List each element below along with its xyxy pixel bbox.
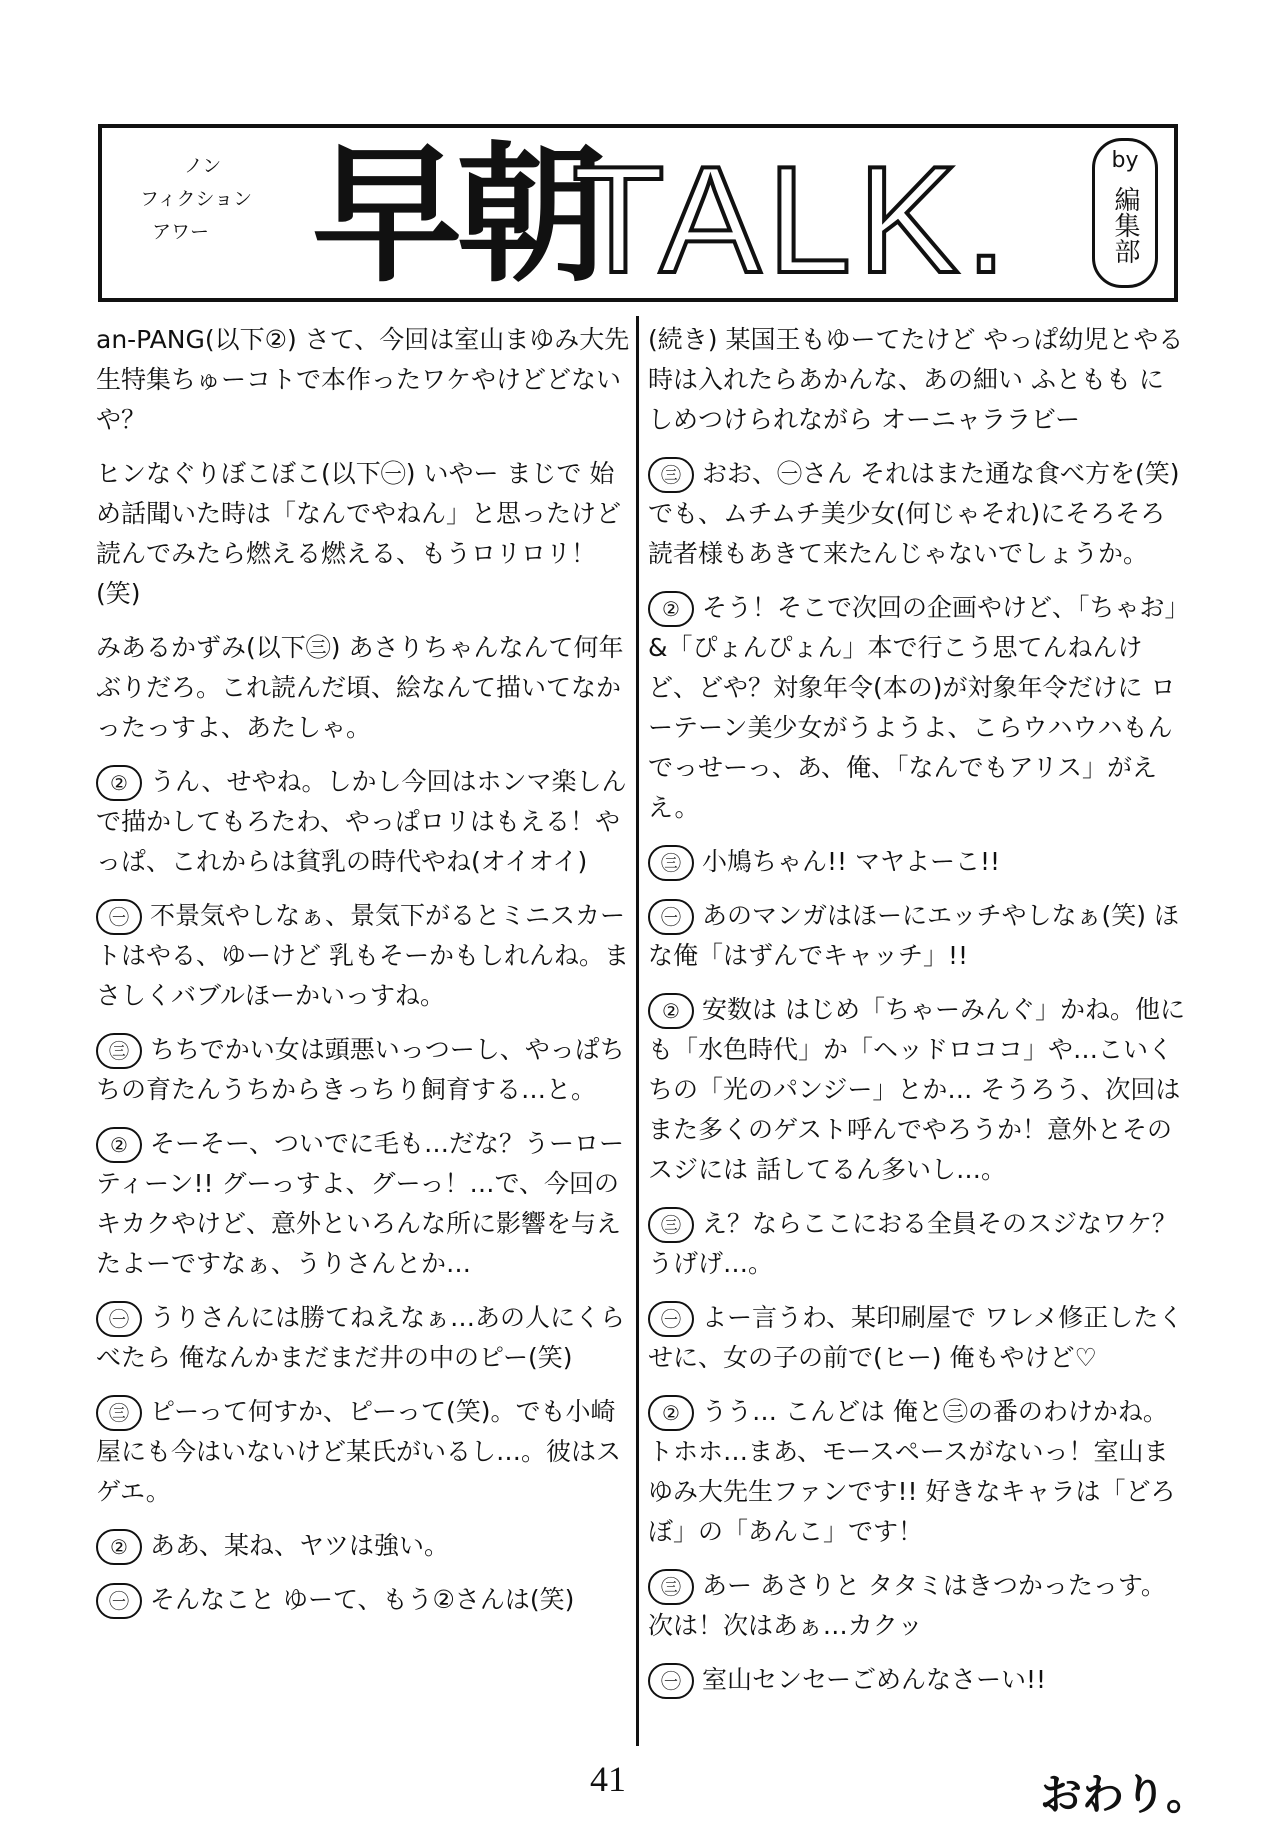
dialogue-entry [96,454,636,614]
byline-department: 編集部 [1110,186,1140,264]
subtitle [132,150,322,249]
dialogue-text: よー言うわ、某印刷屋で ワレメ修正したくせに、女の子の前で(ヒー) 俺もやけど♡ [648,1303,1184,1372]
dialogue-entry [648,990,1188,1190]
speaker-mark: ㊀ [648,1663,694,1699]
dialogue-text: あー あさりと タタミはきつかったっす。次は！次はあぁ…カクッ [648,1571,1166,1640]
dialogue-entry [96,1298,636,1378]
dialogue-text: おお、㊀さん それはまた通な食べ方を(笑) でも、ムチムチ美少女(何じゃそれ)にそろそろ読者様もあきて来たんじゃないでしょうか。 [648,459,1180,568]
speaker-mark: ㊀ [96,1583,142,1619]
column-divider [636,316,639,1746]
dialogue-text: 不景気やしなぁ、景気下がるとミニスカートはやる、ゆーけど 乳もそーかもしれんね。まさしくバブルほーかいっすね。 [96,901,629,1010]
dialogue-entry [96,1124,636,1284]
speaker-mark: ㊂ [648,1207,694,1243]
dialogue-text: え？ならここにおる全員そのスジなワケ？うげげ…。 [648,1209,1178,1278]
dialogue-text: 小鳩ちゃん!! マヤよーこ!! [702,847,1001,876]
dialogue-entry [96,762,636,882]
subtitle-line-3: アワー [152,221,210,243]
byline-by: by [1111,148,1139,173]
speaker-mark: ㊂ [648,457,694,493]
title-japanese: 早朝 [312,129,601,303]
speaker-mark: ② [96,1127,142,1163]
speaker-mark: ㊂ [648,845,694,881]
dialogue-entry [648,1566,1188,1646]
title-english: TALK. [572,135,1014,305]
dialogue-text: an-PANG(以下②) さて、今回は室山まゆみ大先生特集ちゅーコトで本作ったワケやけどどないや？ [96,325,630,434]
title-box [98,124,1178,305]
speaker-mark: ② [648,993,694,1029]
dialogue-entry [96,1580,636,1620]
speaker-mark: ㊀ [648,899,694,935]
dialogue-entry [648,1298,1188,1378]
dialogue-entry [96,896,636,1016]
speaker-mark: ② [648,1395,694,1431]
dialogue-entry [648,1392,1188,1552]
dialogue-entry [96,1030,636,1110]
dialogue-text: 安数は はじめ「ちゃーみんぐ」かね。他にも「水色時代」か「ヘッドロココ」や…こいくちの「光のパンジー」とか… そうろう、次回はまた多くのゲスト呼んでやろうか！意外とそのスジには 話してるん多いし…。 [648,995,1185,1184]
dialogue-text: うん、せやね。しかし今回はホンマ楽しんで描かしてもろたわ、やっぱロリはもえる！やっぱ、これからは貧乳の時代やね(オイオイ) [96,767,627,876]
dialogue-text: ピーって何すか、ピーって(笑)。でも小崎屋にも今はいないけど某氏がいるし…。彼はスゲエ。 [96,1397,622,1506]
speaker-mark: ㊀ [96,1301,142,1337]
left-column [96,320,636,1634]
dialogue-entry [648,588,1188,828]
dialogue-text: みあるかずみ(以下㊂) あさりちゃんなんて何年ぶりだろ。これ読んだ頃、絵なんて描いてなかったっすよ、あたしゃ。 [96,633,624,742]
dialogue-entry [648,842,1188,882]
dialogue-entry [648,454,1188,574]
dialogue-text: ああ、某ね、ヤツは強い。 [150,1531,450,1560]
dialogue-entry [96,1392,636,1512]
dialogue-entry [96,320,636,440]
dialogue-text: ちちでかい女は頭悪いっつーし、やっぱちちの育たんうちからきっちり飼育する…と。 [96,1035,625,1104]
subtitle-line-2: フィクション [140,188,253,210]
dialogue-text: そーそー、ついでに毛も…だな？うーローティーン!! グーっすよ、グーっ！…で、今回のキカクやけど、意外といろんな所に影響を与えたよーですなぁ、うりさんとか… [96,1129,625,1278]
dialogue-text: うりさんには勝てねえなぁ…あの人にくらべたら 俺なんかまだまだ井の中のピー(笑) [96,1303,626,1372]
dialogue-text: (続き) 某国王もゆーてたけど やっぱ幼児とやる時は入れたらあかんな、あの細い ふともも にしめつけられながら オーニャララビー [648,325,1184,434]
dialogue-text: そんなこと ゆーて、もう②さんは(笑) [150,1585,575,1614]
page-number: 41 [590,1759,626,1799]
dialogue-text: 室山センセーごめんなさーい!! [702,1665,1047,1694]
dialogue-entry [648,320,1188,440]
dialogue-entry [96,1526,636,1566]
dialogue-entry [96,628,636,748]
subtitle-line-1: ノン [184,155,222,177]
dialogue-entry [648,1204,1188,1284]
speaker-mark: ㊂ [96,1395,142,1431]
dialogue-text: うう… こんどは 俺と㊂の番のわけかね。トホホ…まあ、モースペースがないっ！室山まゆみ大先生ファンです!! 好きなキャラは「どろぼ」の「あんこ」です！ [648,1397,1176,1546]
dialogue-text: あのマンガはほーにエッチやしなぁ(笑) ほな俺「はずんでキャッチ」!! [648,901,1179,970]
byline [1092,138,1158,288]
right-column [648,320,1188,1714]
speaker-mark: ㊂ [96,1033,142,1069]
speaker-mark: ㊂ [648,1569,694,1605]
signoff: おわり。 [1040,1770,1209,1819]
speaker-mark: ② [648,591,694,627]
speaker-mark: ② [96,1529,142,1565]
speaker-mark: ② [96,765,142,801]
speaker-mark: ㊀ [648,1301,694,1337]
dialogue-entry [648,1660,1188,1700]
dialogue-entry [648,896,1188,976]
speaker-mark: ㊀ [96,899,142,935]
dialogue-text: そう！そこで次回の企画やけど、「ちゃお」&「ぴょんぴょん」本で行こう思てんねんけど、どや？対象年令(本の)が対象年令だけに ローテーン美少女がうようよ、こらウハウハもんでっせーっ、あ、俺、「なんでもアリス」がええ。 [648,593,1178,822]
dialogue-text: ヒンなぐりぼこぼこ(以下㊀) いやー まじで 始め話聞いた時は「なんでやねん」と思ったけど読んでみたら燃える燃える、もうロリロリ！(笑) [96,459,622,608]
